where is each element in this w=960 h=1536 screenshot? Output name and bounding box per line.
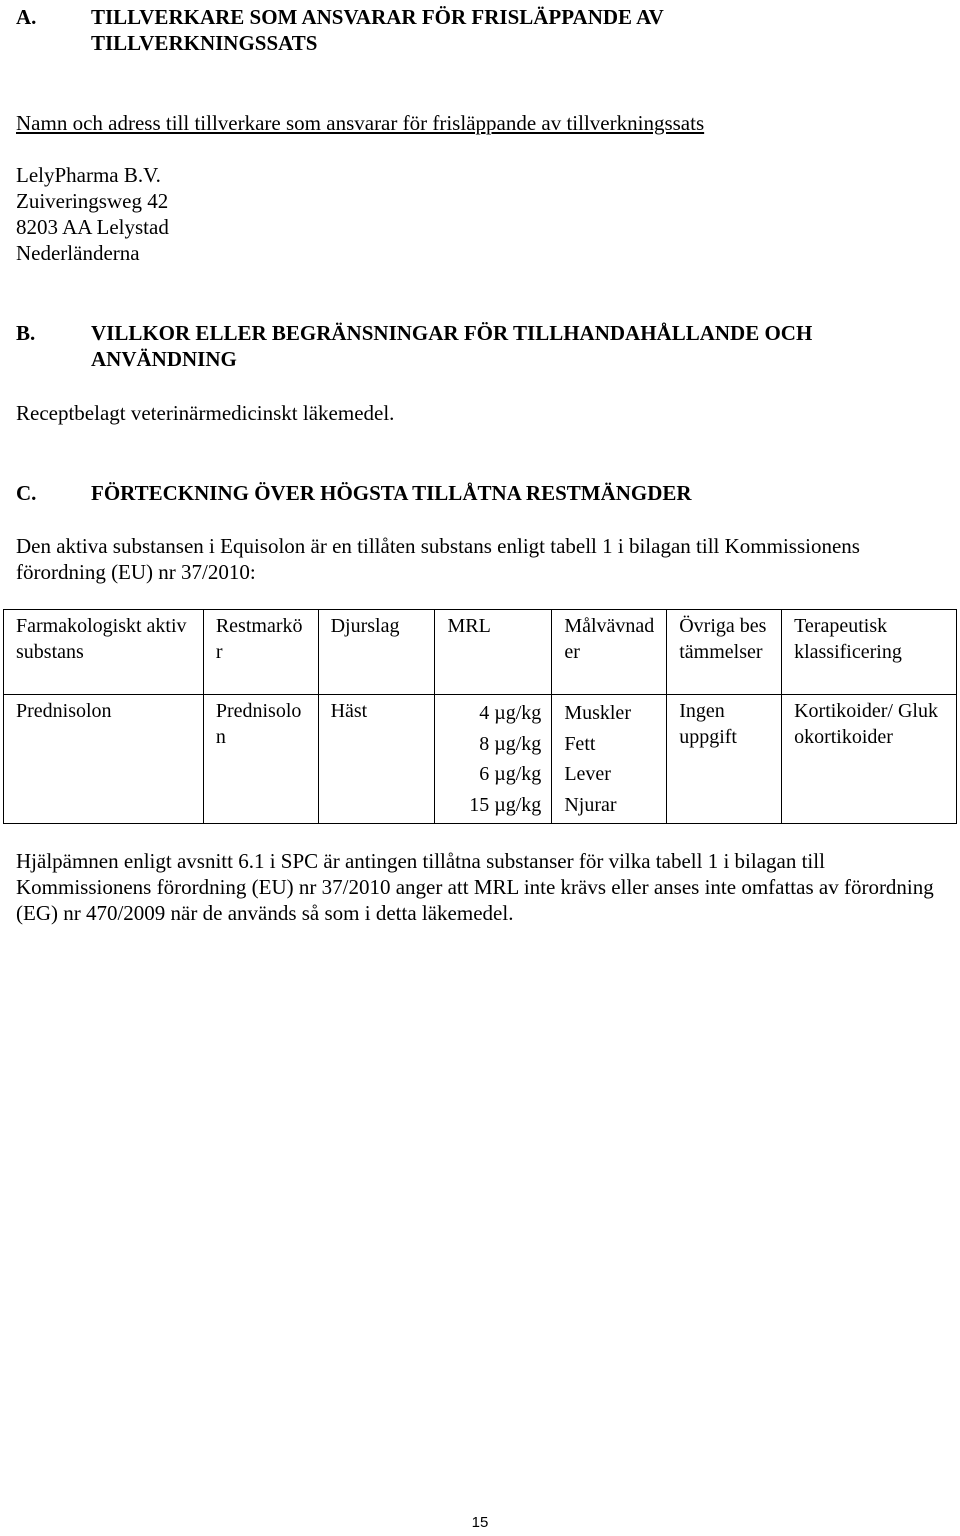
cell-species: Häst <box>318 695 435 824</box>
address-line: Zuiveringsweg 42 <box>16 189 169 213</box>
section-c-footnote: Hjälpämnen enligt avsnitt 6.1 i SPC är antingen tillåtna substanser för vilka tabell 1 i bilagan till Kommissionens förordning (EU) nr 37/2010 anger att MRL inte krävs eller anses inte omfattas av förordning (EG) nr 470/2009 när de används så som i detta läkemedel. <box>16 849 934 925</box>
header-marker: Restmarkör <box>203 610 318 695</box>
section-c-title: FÖRTECKNING ÖVER HÖGSTA TILLÅTNA RESTMÄNGDER <box>91 481 692 505</box>
tissue-value: Lever <box>564 763 611 785</box>
page-number: 15 <box>471 1514 489 1531</box>
address-line: LelyPharma B.V. <box>16 163 161 187</box>
cell-other: Ingen uppgift <box>667 695 782 824</box>
header-substance: Farmakologiskt aktiv substans <box>4 610 204 695</box>
header-other: Övriga bestämmelser <box>667 610 782 695</box>
table-row <box>4 695 957 824</box>
tissue-value: Njurar <box>564 793 617 816</box>
section-c-intro: Den aktiva substansen i Equisolon är en tillåten substans enligt tabell 1 i bilagan till Kommissionens förordning (EU) nr 37/2010: <box>16 534 860 584</box>
cell-marker: Prednisolon <box>203 695 318 824</box>
section-a-letter: A. <box>16 5 37 29</box>
mrl-value: 15 µg/kg <box>469 793 542 816</box>
mrl-value: 4 µg/kg <box>479 702 542 724</box>
section-b-title: VILLKOR ELLER BEGRÄNSNINGAR FÖR TILLHANDAHÅLLANDE OCH ANVÄNDNING <box>91 321 813 371</box>
section-b-letter: B. <box>16 321 36 345</box>
header-classification: Terapeutisk klassificering <box>782 610 957 695</box>
mrl-table <box>3 609 957 824</box>
header-mrl: MRL <box>435 610 552 695</box>
section-a-subheading: Namn och adress till tillverkare som ansvarar för frisläppande av tillverkningssats <box>16 111 705 135</box>
section-c-letter: C. <box>16 481 37 505</box>
address-line: Nederländerna <box>16 241 140 265</box>
section-b-heading <box>16 320 916 376</box>
tissue-value: Muskler <box>564 702 631 724</box>
section-a-title: TILLVERKARE SOM ANSVARAR FÖR FRISLÄPPANDE AV TILLVERKNINGSSATS <box>91 5 664 55</box>
mrl-value: 8 µg/kg <box>479 732 542 755</box>
tissue-value: Fett <box>564 732 596 755</box>
mrl-value: 6 µg/kg <box>479 763 542 785</box>
mrl-table-container <box>3 609 957 820</box>
cell-tissues <box>552 695 667 824</box>
address-line: 8203 AA Lelystad <box>16 215 169 239</box>
table-header-row <box>4 610 957 695</box>
cell-substance: Prednisolon <box>4 695 204 824</box>
header-species: Djurslag <box>318 610 435 695</box>
cell-mrl <box>435 695 552 824</box>
header-tissues: Målvävnader <box>552 610 667 695</box>
section-b-body: Receptbelagt veterinärmedicinskt läkemedel. <box>16 401 395 425</box>
manufacturer-address <box>16 162 416 266</box>
section-c-heading <box>16 480 916 510</box>
section-a-heading <box>16 4 916 60</box>
cell-classification: Kortikoider/ Glukokortikoider <box>782 695 957 824</box>
